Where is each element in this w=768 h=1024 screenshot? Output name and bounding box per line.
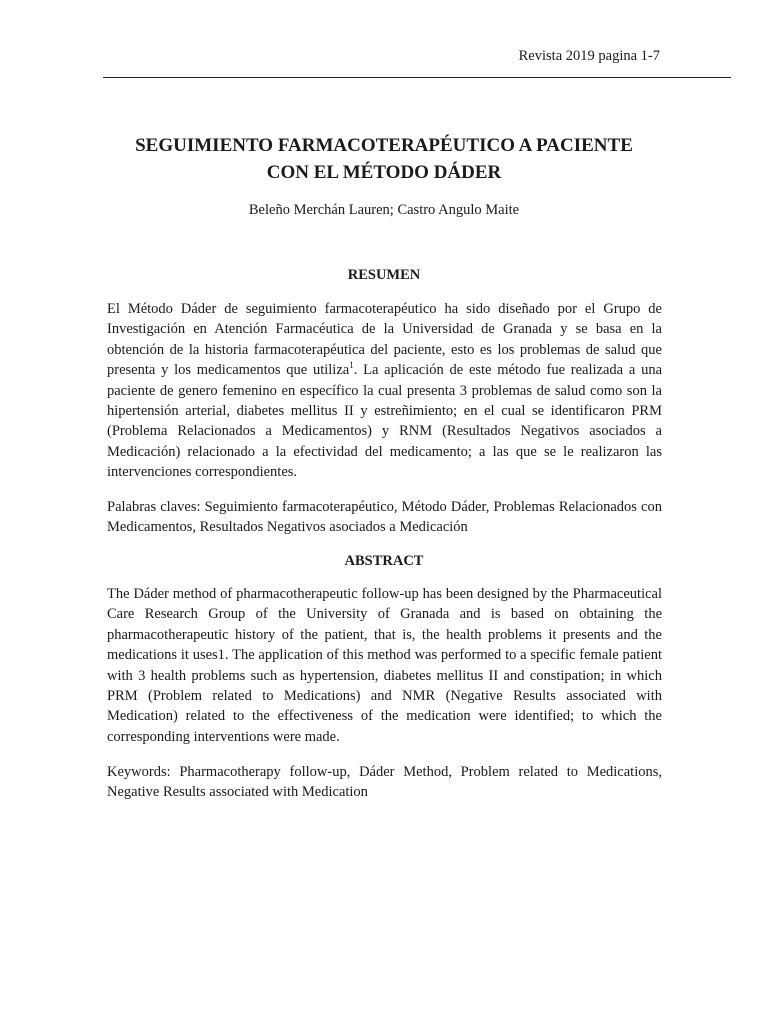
resumen-keywords: Palabras claves: Seguimiento farmacoterapéutico, Método Dáder, Problemas Relacionados con Medicamentos, Resultados Negativos asociados a Medicación: [107, 499, 662, 536]
resumen-body-text-2: . La aplicación de este método fue realizada a una paciente de genero femenino en específico la cual presenta 3 problemas de salud como son la hipertensión arterial, diabetes mellitus II y estreñimiento; en el cual se identificaron PRM (Problema Relacionados a Medicamentos) y RNM (Resultados Negativos asociados a Medicación) relacionado a la efectividad del medicamento; a las que se le realizaron las intervenciones correspondientes.: [107, 362, 662, 481]
article-title-line-1: SEGUIMIENTO FARMACOTERAPÉUTICO A PACIENTE: [135, 135, 633, 156]
citation-superscript: 1: [349, 360, 354, 371]
abstract-body: The Dáder method of pharmacotherapeutic follow-up has been designed by the Pharmaceutical Care Research Group of the University of Granada and is based on obtaining the pharmacotherapeutic history of the patient, that is, the health problems it presents and the medications it uses1. The application of this method was performed to a specific female patient with 3 health problems such as hypertension, diabetes mellitus II and constipation; in which PRM (Problem related to Medications) and NMR (Negative Results associated with Medication) related to the effectiveness of the medication were identified; to which the corresponding interventions were made.: [107, 586, 662, 745]
running-header: Revista 2019 pagina 1-7: [518, 48, 660, 64]
abstract-keywords: Keywords: Pharmacotherapy follow-up, Dáder Method, Problem related to Medications, Negative Results associated with Medication: [107, 764, 662, 801]
resumen-body-text-1: El Método Dáder de seguimiento farmacoterapéutico ha sido diseñado por el Grupo de Investigación en Atención Farmacéutica de la Universidad de Granada y se basa en la obtención de la historia farmacoterapéutica del paciente, esto es los problemas de salud que presenta y los medicamentos que utiliza: [107, 301, 662, 379]
resumen-heading: RESUMEN: [347, 267, 421, 283]
header-rule: [103, 77, 731, 78]
abstract-heading: ABSTRACT: [344, 553, 424, 569]
article-authors: Beleño Merchán Lauren; Castro Angulo Maite: [248, 202, 520, 218]
article-title: [100, 132, 668, 186]
article-title-line-2: CON EL MÉTODO DÁDER: [266, 162, 502, 183]
resumen-body: [107, 299, 662, 483]
